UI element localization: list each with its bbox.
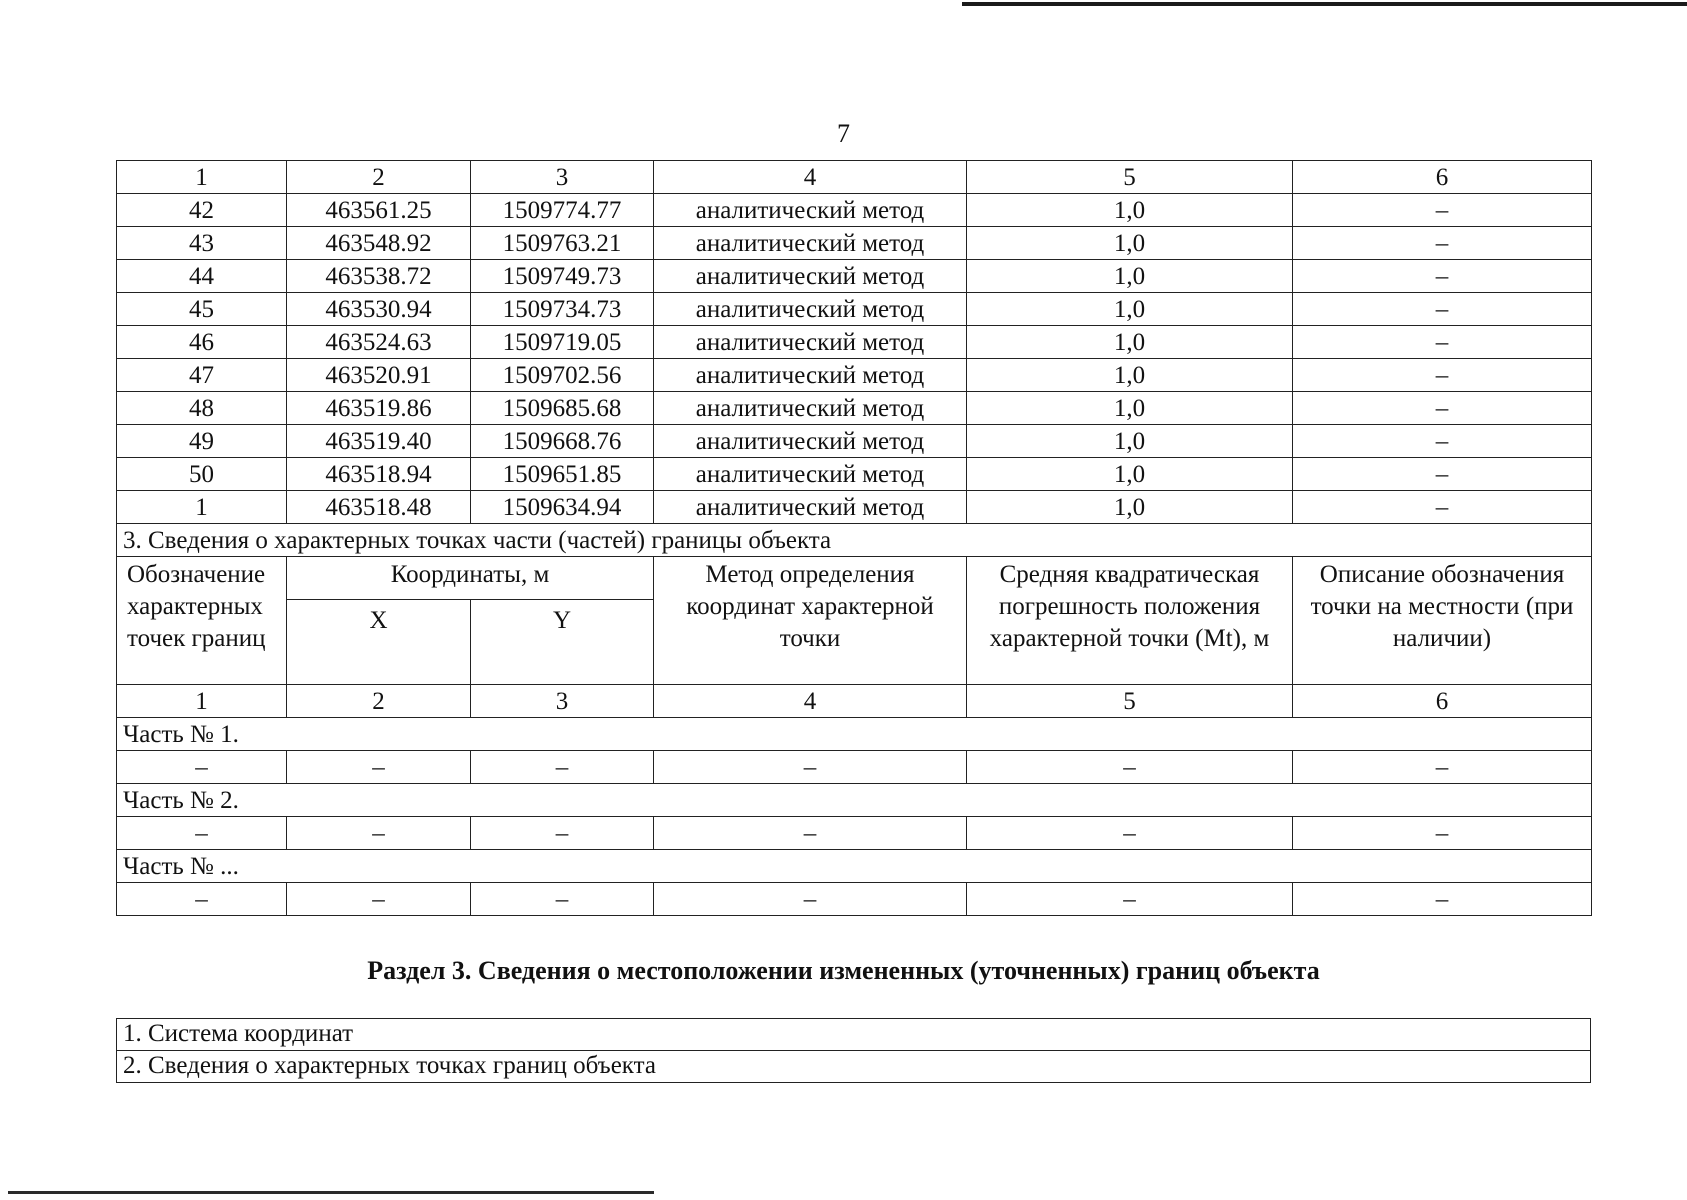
- empty-value-cell: –: [654, 883, 967, 916]
- column-number-cell: 2: [287, 685, 471, 718]
- description-cell: –: [1293, 425, 1592, 458]
- table-row: [117, 392, 1592, 425]
- point-number-cell: 48: [117, 392, 287, 425]
- part-label-row: [117, 850, 1592, 883]
- table-row: [117, 458, 1592, 491]
- y-coordinate-cell: 1509774.77: [471, 194, 654, 227]
- description-cell: –: [1293, 458, 1592, 491]
- empty-value-cell: –: [654, 817, 967, 850]
- table-row: [117, 817, 1592, 850]
- empty-value-cell: –: [117, 751, 287, 784]
- empty-value-cell: –: [471, 883, 654, 916]
- y-coordinate-cell: 1509634.94: [471, 491, 654, 524]
- table-row: [117, 751, 1592, 784]
- table-row: [117, 359, 1592, 392]
- column-number-cell: 6: [1293, 685, 1592, 718]
- coordinate-system-row: 1. Система координат: [117, 1019, 1591, 1051]
- empty-value-cell: –: [967, 883, 1293, 916]
- description-cell: –: [1293, 260, 1592, 293]
- x-coordinate-cell: 463519.40: [287, 425, 471, 458]
- x-coordinate-cell: 463524.63: [287, 326, 471, 359]
- description-cell: –: [1293, 227, 1592, 260]
- column-number-row: [117, 161, 1592, 194]
- method-cell: аналитический метод: [654, 425, 967, 458]
- coordinates-header: Координаты, м: [287, 557, 654, 600]
- description-cell: –: [1293, 359, 1592, 392]
- empty-value-cell: –: [287, 883, 471, 916]
- scan-edge-top: [962, 2, 1687, 6]
- table-row: [117, 194, 1592, 227]
- empty-value-cell: –: [967, 751, 1293, 784]
- point-designation-header: Обозначение характерных точек границ: [117, 557, 287, 685]
- column-number-cell: 4: [654, 161, 967, 194]
- y-coordinate-cell: 1509734.73: [471, 293, 654, 326]
- header-row: [117, 557, 1592, 600]
- point-number-cell: 49: [117, 425, 287, 458]
- empty-value-cell: –: [287, 817, 471, 850]
- section-title-row: [117, 524, 1592, 557]
- boundary-points-table: [116, 160, 1592, 916]
- empty-value-cell: –: [654, 751, 967, 784]
- point-number-cell: 42: [117, 194, 287, 227]
- empty-value-cell: –: [967, 817, 1293, 850]
- x-coordinate-cell: 463519.86: [287, 392, 471, 425]
- point-number-cell: 50: [117, 458, 287, 491]
- table-row: [117, 425, 1592, 458]
- method-cell: аналитический метод: [654, 326, 967, 359]
- part-label: Часть № ...: [117, 850, 1592, 883]
- x-coordinate-cell: 463518.94: [287, 458, 471, 491]
- table-row: [117, 491, 1592, 524]
- error-cell: 1,0: [967, 458, 1293, 491]
- y-coordinate-cell: 1509749.73: [471, 260, 654, 293]
- method-cell: аналитический метод: [654, 227, 967, 260]
- part-label-row: [117, 784, 1592, 817]
- description-cell: –: [1293, 491, 1592, 524]
- point-number-cell: 44: [117, 260, 287, 293]
- method-cell: аналитический метод: [654, 359, 967, 392]
- error-cell: 1,0: [967, 326, 1293, 359]
- error-cell: 1,0: [967, 359, 1293, 392]
- error-cell: 1,0: [967, 425, 1293, 458]
- column-number-cell: 1: [117, 685, 287, 718]
- table-row: [117, 1051, 1591, 1083]
- error-cell: 1,0: [967, 392, 1293, 425]
- point-number-cell: 43: [117, 227, 287, 260]
- part-label-row: [117, 718, 1592, 751]
- y-coordinate-cell: 1509702.56: [471, 359, 654, 392]
- error-header: Средняя квадратическая погрешность положения характерной точки (Mt), м: [967, 557, 1293, 685]
- method-cell: аналитический метод: [654, 458, 967, 491]
- boundary-points-row: 2. Сведения о характерных точках границ объекта: [117, 1051, 1591, 1083]
- x-coordinate-cell: 463530.94: [287, 293, 471, 326]
- column-number-cell: 5: [967, 685, 1293, 718]
- method-cell: аналитический метод: [654, 293, 967, 326]
- column-number-cell: 4: [654, 685, 967, 718]
- y-coordinate-cell: 1509763.21: [471, 227, 654, 260]
- column-number-cell: 1: [117, 161, 287, 194]
- empty-value-cell: –: [471, 817, 654, 850]
- method-cell: аналитический метод: [654, 491, 967, 524]
- error-cell: 1,0: [967, 227, 1293, 260]
- description-cell: –: [1293, 392, 1592, 425]
- y-coordinate-cell: 1509685.68: [471, 392, 654, 425]
- empty-value-cell: –: [117, 883, 287, 916]
- column-number-cell: 5: [967, 161, 1293, 194]
- method-cell: аналитический метод: [654, 392, 967, 425]
- x-coordinate-cell: 463538.72: [287, 260, 471, 293]
- y-coordinate-cell: 1509651.85: [471, 458, 654, 491]
- y-coordinate-cell: 1509668.76: [471, 425, 654, 458]
- part-label: Часть № 1.: [117, 718, 1592, 751]
- section-3-heading: Раздел 3. Сведения о местоположении измененных (уточненных) границ объекта: [367, 956, 1320, 985]
- table-row: [117, 1019, 1591, 1051]
- method-header: Метод определения координат характерной точки: [654, 557, 967, 685]
- empty-value-cell: –: [1293, 817, 1592, 850]
- x-header: X: [287, 600, 471, 685]
- x-coordinate-cell: 463518.48: [287, 491, 471, 524]
- column-number-row: [117, 685, 1592, 718]
- table-row: [117, 260, 1592, 293]
- table-row: [117, 293, 1592, 326]
- description-cell: –: [1293, 194, 1592, 227]
- empty-value-cell: –: [471, 751, 654, 784]
- error-cell: 1,0: [967, 260, 1293, 293]
- error-cell: 1,0: [967, 293, 1293, 326]
- method-cell: аналитический метод: [654, 194, 967, 227]
- table-row: [117, 326, 1592, 359]
- empty-value-cell: –: [287, 751, 471, 784]
- description-cell: –: [1293, 326, 1592, 359]
- x-coordinate-cell: 463520.91: [287, 359, 471, 392]
- y-coordinate-cell: 1509719.05: [471, 326, 654, 359]
- table-row: [117, 227, 1592, 260]
- column-number-cell: 3: [471, 685, 654, 718]
- parts-section-title: 3. Сведения о характерных точках части (частей) границы объекта: [117, 524, 1592, 557]
- error-cell: 1,0: [967, 491, 1293, 524]
- part-label: Часть № 2.: [117, 784, 1592, 817]
- column-number-cell: 3: [471, 161, 654, 194]
- column-number-cell: 6: [1293, 161, 1592, 194]
- y-header: Y: [471, 600, 654, 685]
- error-cell: 1,0: [967, 194, 1293, 227]
- point-number-cell: 47: [117, 359, 287, 392]
- x-coordinate-cell: 463548.92: [287, 227, 471, 260]
- description-cell: –: [1293, 293, 1592, 326]
- page-number: 7: [837, 119, 850, 148]
- table-row: [117, 883, 1592, 916]
- point-number-cell: 1: [117, 491, 287, 524]
- point-number-cell: 45: [117, 293, 287, 326]
- method-cell: аналитический метод: [654, 260, 967, 293]
- scan-edge-bottom: [8, 1191, 654, 1194]
- description-header: Описание обозначения точки на местности (при наличии): [1293, 557, 1592, 685]
- empty-value-cell: –: [1293, 751, 1592, 784]
- empty-value-cell: –: [1293, 883, 1592, 916]
- point-number-cell: 46: [117, 326, 287, 359]
- column-number-cell: 2: [287, 161, 471, 194]
- empty-value-cell: –: [117, 817, 287, 850]
- x-coordinate-cell: 463561.25: [287, 194, 471, 227]
- section-3-table: [116, 1018, 1591, 1083]
